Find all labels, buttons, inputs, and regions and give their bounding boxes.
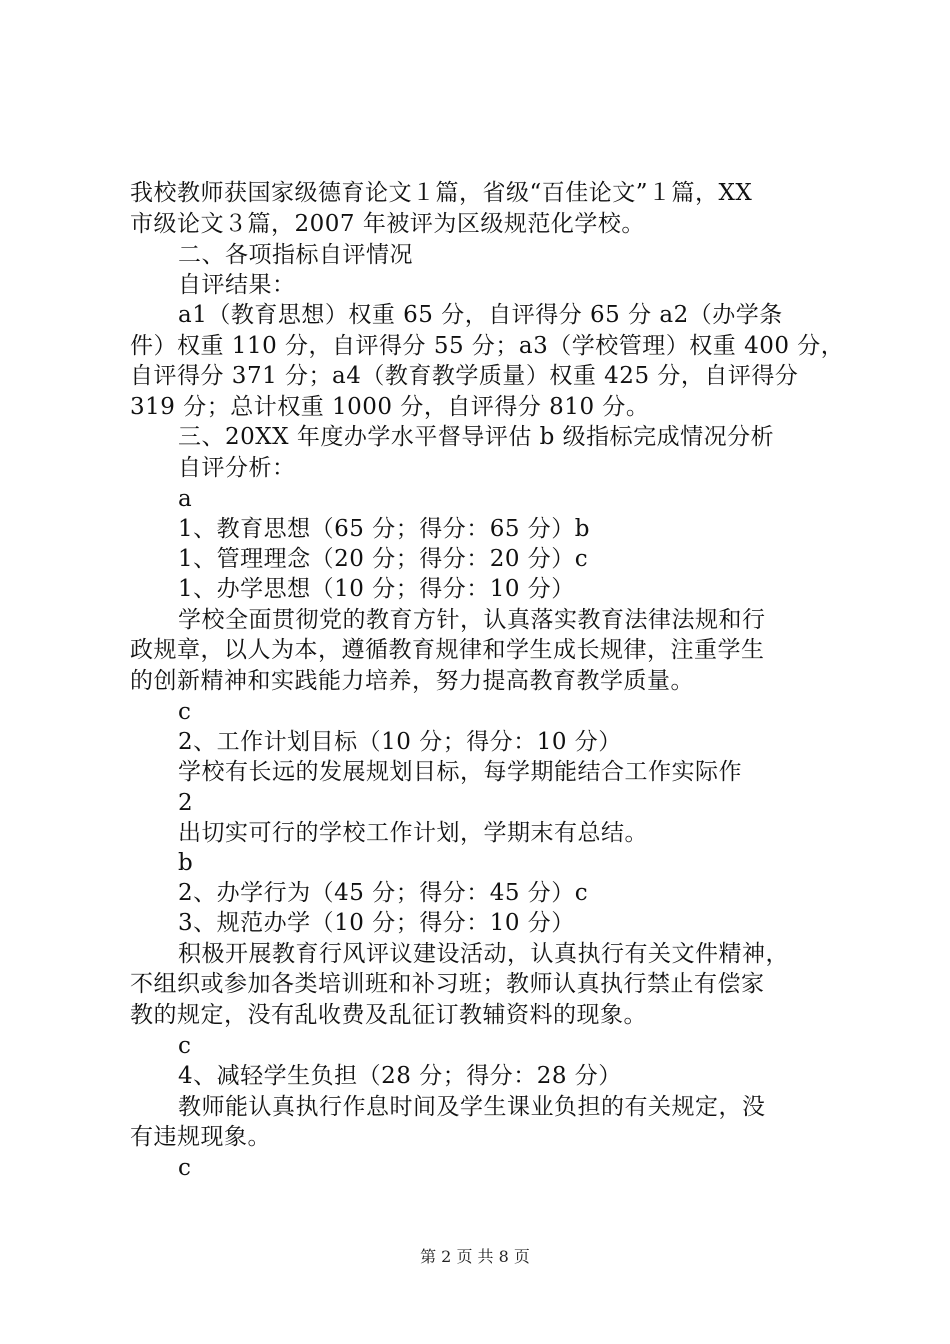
text-line: c [178,1033,192,1059]
text-line: 的创新精神和实践能力培养，努力提高教育教学质量。 [130,668,694,694]
text-line: 2、工作计划目标（10 分；得分：10 分） [178,729,622,755]
text-line: 出切实可行的学校工作计划，学期末有总结。 [178,820,648,846]
text-line: 自评分析： [178,455,296,481]
text-line: 积极开展教育行风评议建设活动，认真执行有关文件精神， [178,941,789,967]
text-line: c [178,1155,192,1181]
text-line: a [178,486,193,512]
text-line: b [178,850,194,876]
text-line: 学校全面贯彻党的教育方针，认真落实教育法律法规和行 [178,607,766,633]
text-line: 我校教师获国家级德育论文１篇，省级“百佳论文”１篇，XX [130,180,753,206]
section-heading: 三、20XX 年度办学水平督导评估 b 级指标完成情况分析 [178,424,775,450]
text-line: 自评得分 371 分；a4（教育教学质量）权重 425 分，自评得分 [130,363,799,389]
text-line: 政规章，以人为本，遵循教育规律和学生成长规律，注重学生 [130,637,765,663]
text-line: c [178,699,192,725]
text-line: 件）权重 110 分，自评得分 55 分；a3（学校管理）权重 400 分， [130,333,845,359]
text-line: 自评结果： [178,272,296,298]
text-line: a1（教育思想）权重 65 分，自评得分 65 分 a2（办学条 [178,302,783,328]
text-line: 教师能认真执行作息时间及学生课业负担的有关规定，没 [178,1094,766,1120]
text-line: 319 分；总计权重 1000 分，自评得分 810 分。 [130,394,650,420]
section-heading: 二、各项指标自评情况 [178,242,413,268]
text-line: 有违规现象。 [130,1124,271,1150]
text-line: 市级论文３篇，2007 年被评为区级规范化学校。 [130,211,645,237]
text-line: 1、办学思想（10 分；得分：10 分） [178,576,575,602]
page-number-footer: 第 2 页 共 8 页 [420,1247,530,1266]
text-line: 不组织或参加各类培训班和补习班；教师认真执行禁止有偿家 [130,971,765,997]
text-line: 1、教育思想（65 分；得分：65 分）b [178,516,591,542]
text-line: 3、规范办学（10 分；得分：10 分） [178,910,575,936]
text-line: 学校有长远的发展规划目标，每学期能结合工作实际作 [178,759,742,785]
text-line: 2 [178,790,194,816]
text-line: 1、管理理念（20 分；得分：20 分）c [178,546,589,572]
text-line: 2、办学行为（45 分；得分：45 分）c [178,880,589,906]
text-line: 4、减轻学生负担（28 分；得分：28 分） [178,1063,622,1089]
text-line: 教的规定，没有乱收费及乱征订教辅资料的现象。 [130,1002,647,1028]
